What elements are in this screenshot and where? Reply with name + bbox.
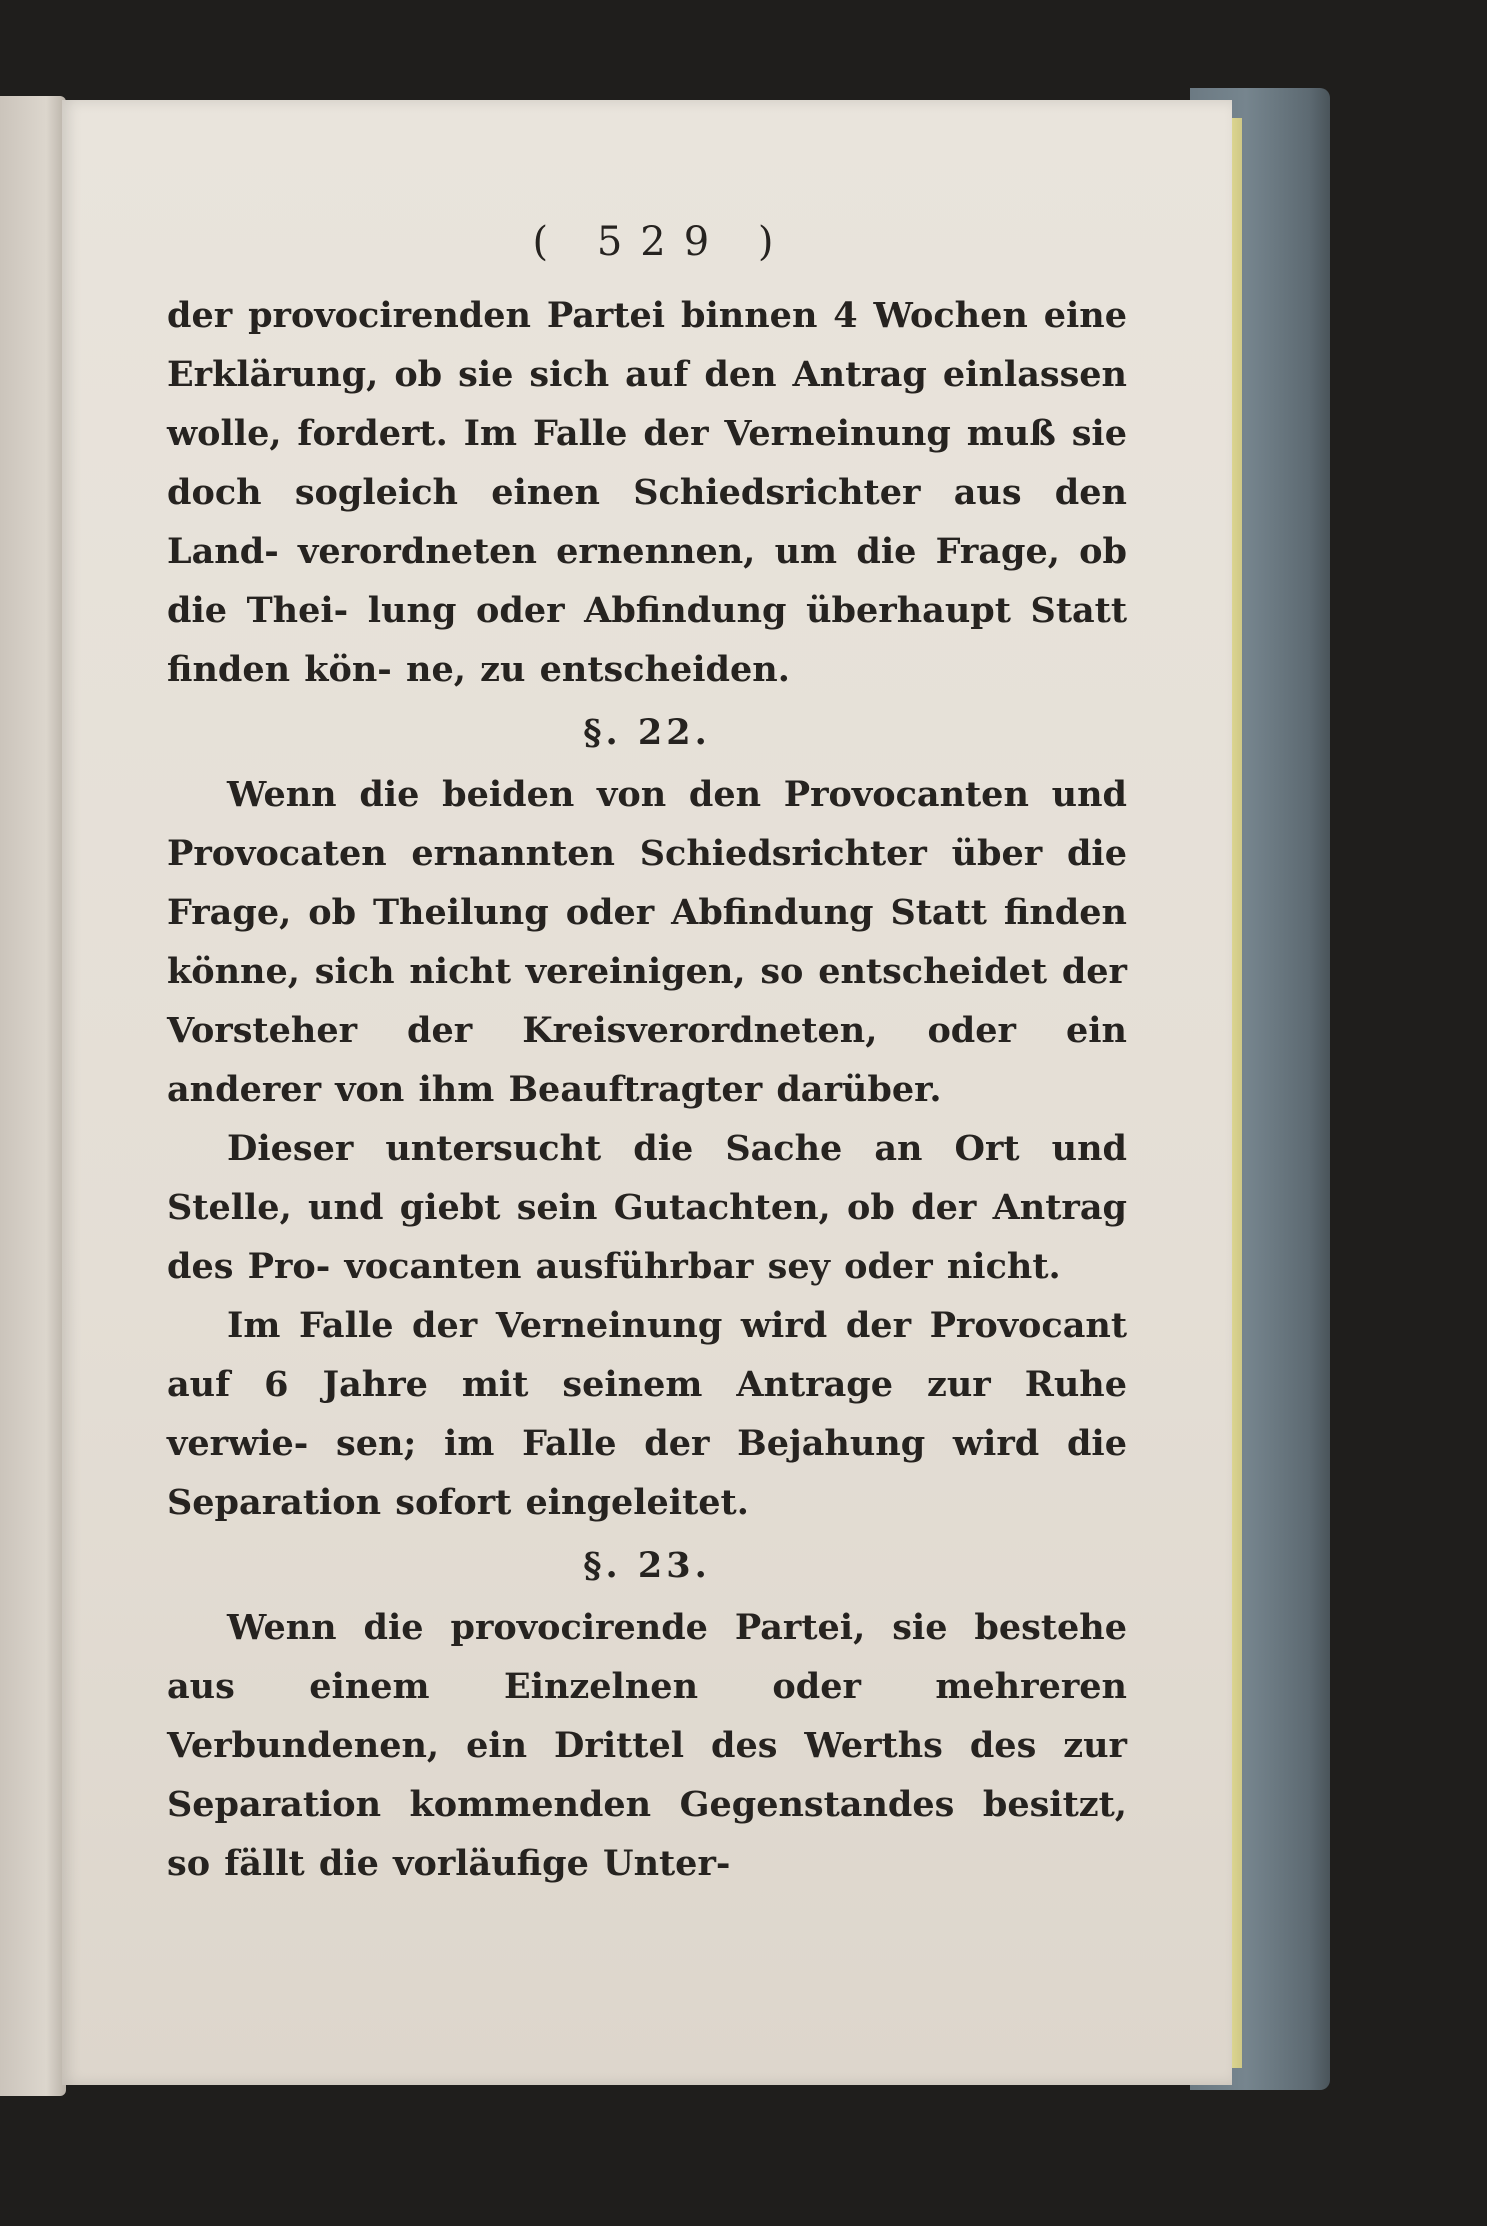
page-number: ( 529 ) <box>532 219 792 265</box>
page-text <box>167 212 1127 1893</box>
paragraph-4: Im Falle der Verneinung wird der Provocant auf 6 Jahre mit seinem Antrage zur Ruhe verwie- sen; im Falle der Bejahung wird die Separation sofort eingeleitet. <box>167 1305 1127 1523</box>
section-heading-23: §. 23. <box>583 1545 711 1586</box>
adjacent-page-edge <box>0 96 66 2096</box>
book-page <box>62 100 1232 2085</box>
paragraph-1: der provocirenden Partei binnen 4 Wochen eine Erklärung, ob sie sich auf den Antrag einlassen wolle, fordert. Im Falle der Verneinung muß sie doch sogleich einen Schiedsrichter aus den Land- verordneten ernennen, um die Frage, ob die Thei- lung oder Abfindung überhaupt Statt finden kön- ne, zu entscheiden. <box>167 295 1127 690</box>
paragraph-5: Wenn die provocirende Partei, sie bestehe aus einem Einzelnen oder mehreren Verbundenen, ein Drittel des Werths des zur Separation kommenden Gegenstandes besitzt, so fällt die vorläufige Unter- <box>167 1607 1127 1884</box>
paragraph-3: Dieser untersucht die Sache an Ort und Stelle, und giebt sein Gutachten, ob der Antrag des Pro- vocanten ausführbar sey oder nicht. <box>167 1128 1127 1287</box>
section-heading-22: §. 22. <box>583 712 711 753</box>
paragraph-2: Wenn die beiden von den Provocanten und Provocaten ernannten Schiedsrichter über die Frage, ob Theilung oder Abfindung Statt finden könne, sich nicht vereinigen, so entscheidet der Vorsteher der Kreisverordneten, oder ein anderer von ihm Beauftragter darüber. <box>167 774 1127 1110</box>
